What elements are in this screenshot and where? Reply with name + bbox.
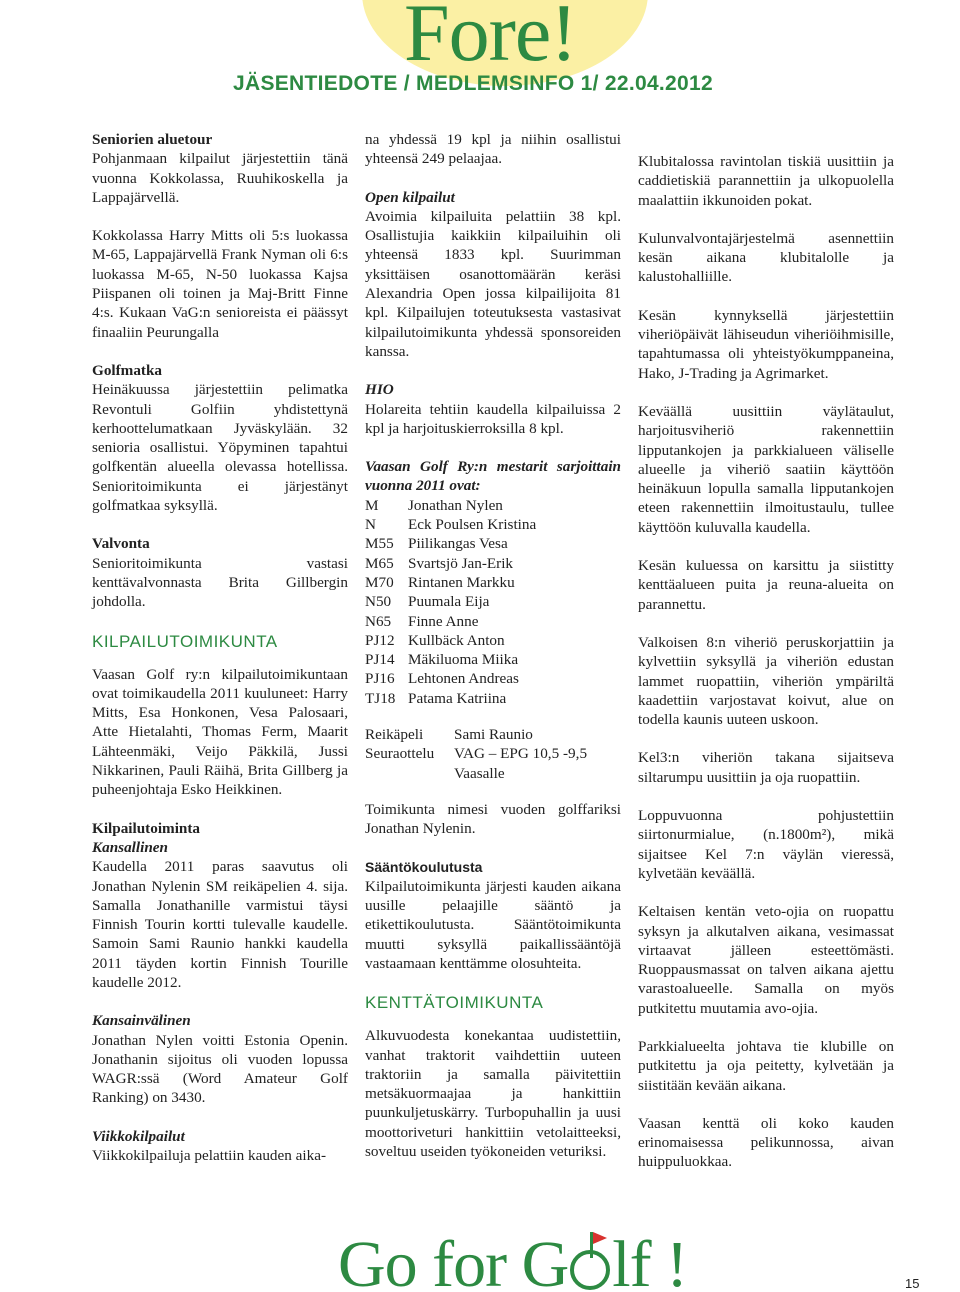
heading-golfmatka: Golfmatka xyxy=(92,361,163,379)
flag-icon xyxy=(590,1232,593,1258)
seuraottelu-label: Seuraottelu xyxy=(365,745,435,763)
section-head-kenttatoimikunta: KENTTÄTOIMIKUNTA xyxy=(365,993,544,1013)
champion-class: M70 xyxy=(365,573,394,591)
champion-name: Patama Katriina xyxy=(408,689,507,707)
champion-name: Rintanen Markku xyxy=(408,573,515,591)
champion-name: Finne Anne xyxy=(408,612,479,630)
champion-class: PJ12 xyxy=(365,631,395,649)
champion-name: Lehtonen Andreas xyxy=(408,670,519,688)
heading-kansainvalinen: Kansainvälinen xyxy=(92,1012,191,1030)
paragraph: Loppuvuonna pohjustettiin siirtonurmialue, (n.1800m²), mikä sijaitsee Kel 7:n väylän vieressä, kylvetään keväällä. xyxy=(638,807,894,882)
paragraph: Keltaisen kentän veto-ojia on ruopattu syksyn ja alkutalven aikana, vesimassat virtaavat jälleen esteettömästi. Ruoppausmassat on talven aikana ajettu varastoalueelle. Samalla on myös putkitettu muutamia avo-ojia. xyxy=(638,903,894,1017)
seuraottelu-value: VAG – EPG 10,5 -9,5 Vaasalle xyxy=(454,745,588,782)
champion-class: N50 xyxy=(365,593,392,611)
match-info-table xyxy=(365,725,621,783)
paragraph: Parkkialueelta johtava tie klubille on putkitettu ja oja peitetty, kylvetään ja siistitään kevään aikana. xyxy=(638,1037,894,1094)
paragraph: Kokkolassa Harry Mitts oli 5:s luokassa M-65, Lappajärvellä Frank Nyman oli 6:s luokassa M-65, N-50 luokassa Kajsa Piispanen oli toinen ja Maj-Britt Finne 4:s. Kukaan VaG:n senioreista ei päässyt finaaliin Peurungalla xyxy=(92,227,348,341)
table-row xyxy=(365,612,536,631)
paragraph: Jonathan Nylen voitti Estonia Openin. Jonathanin sijoitus oli vuoden lopussa WAGR:ssä (Word Amateur Golf Ranking) on 3430. xyxy=(92,1031,348,1107)
masthead xyxy=(0,0,960,110)
champion-name: Piilikangas Vesa xyxy=(408,535,508,553)
paragraph: Kesän kynnyksellä järjestettiin viheriöpäivät lähiseudun viheriöihmisille, tapahtumassa oli yhteistyökumppaneina, Hako, J-Trading ja Agrimarket. xyxy=(638,306,894,382)
newsletter-subtitle: JÄSENTIEDOTE / MEDLEMSINFO 1/ 22.04.2012 xyxy=(233,72,713,95)
champion-name: Eck Poulsen Kristina xyxy=(408,516,537,534)
table-row xyxy=(365,496,536,515)
champions-table xyxy=(365,496,536,708)
heading-hio: HIO xyxy=(365,381,394,399)
golf-ball-flag-icon xyxy=(570,1250,610,1290)
paragraph: Keväällä uusittiin väylätaulut, harjoitusviheriö rakennettiin lipputankojen ja parkkialueen väliselle alueelle ja viheriö saatiin käyttöön heinäkuun lopulla samalla lipputankojen eteen rakennettiin ilmoitustaulu, tullee käyttöön kuluvalla kaudella. xyxy=(638,402,894,536)
heading-open-kilpailut: Open kilpailut xyxy=(365,188,455,206)
champion-class: PJ14 xyxy=(365,651,395,669)
champion-class: TJ18 xyxy=(365,689,396,707)
table-row xyxy=(365,669,536,688)
table-row xyxy=(365,744,621,783)
paragraph: Heinäkuussa järjestettiin pelimatka Revontuli Golfiin yhdistettynä kerhoottelumatkaan Jyväskylään. 32 senioria osallistui. Yöpyminen tapahtui golfkentän alueella olevassa hotellissa. Senioritoimikunta ei järjestänyt golfmatkaa syksyllä. xyxy=(92,381,348,515)
champion-name: Puumala Eija xyxy=(408,593,490,611)
paragraph: Vaasan kenttä oli koko kauden erinomaisessa pelikunnossa, aivan huippuluokkaa. xyxy=(638,1114,894,1171)
paragraph: Kel3:n viheriön takana sijaitseva siltarumpu uusittiin ja oja ruopattiin. xyxy=(638,749,894,786)
reikapeli-label: Reikäpeli xyxy=(365,726,424,744)
paragraph: Avoimia kilpailuita pelattiin 38 kpl. Osallistujia kaikkiin kilpailuihin oli yhteensä 1833 kpl. Suurimman yksittäisen osanottomäärän keräsi Alexandria Open jossa kilpailijoita 81 kpl. Kilpailujen toteutuksesta vastasivat kilpailutoimikunta yhdessä sponsoreiden kanssa. xyxy=(365,207,621,360)
heading-viikkokilpailut: Viikkokilpailut xyxy=(92,1127,185,1145)
paragraph: Klubitalossa ravintolan tiskiä uusittiin ja caddietiskiä parannettiin ja ulkopuolella maalattiin ikkunoiden pokat. xyxy=(638,153,894,209)
logo-text-part2: lf ! xyxy=(612,1228,688,1292)
paragraph: na yhdessä 19 kpl ja niihin osallistui yhteensä 249 pelaajaa. xyxy=(365,131,621,168)
fore-logo: Fore! xyxy=(404,0,577,78)
table-row xyxy=(365,592,536,611)
paragraph: Alkuvuodesta konekantaa uudistettiin, vanhat traktorit vaihdettiin uuteen traktoriin ja samalla päivitettiin metsäkuormaajaa ja hankittiin puunkuljetuskärry. Turbopuhallin ja uusi moottoriveturi hankittiin vetolaitteeksi, soveltuu useiden työkoneiden veturiksi. xyxy=(365,1027,621,1161)
paragraph: Senioritoimikunta vastasi kenttävalvonnasta Brita Gillbergin johdolla. xyxy=(92,554,348,611)
paragraph: Pohjanmaan kilpailut järjestettiin tänä vuonna Kokkolassa, Ruuhikoskella ja Lappajärvellä. xyxy=(92,150,348,206)
go-for-golf-logo xyxy=(338,1228,688,1292)
heading-mestarit: Vaasan Golf Ry:n mestarit sarjoittain vuonna 2011 ovat: xyxy=(365,458,621,495)
column-1 xyxy=(92,130,348,1165)
champion-name: Mäkiluoma Miika xyxy=(408,651,519,669)
paragraph: Valkoisen 8:n viheriö peruskorjattiin ja kylvettiin syksyllä ja viheriön edustan lammet ruopattiin, viheriön ympäriltä kaadettiin varjostavat koivut, alue on todella kaunis uuteen uskoon. xyxy=(638,633,894,729)
heading-kansallinen: Kansallinen xyxy=(92,838,168,856)
champion-class: PJ16 xyxy=(365,670,395,688)
champion-class: N65 xyxy=(365,612,392,630)
paragraph: Kaudella 2011 paras saavutus oli Jonathan Nylenin SM reikäpelien 4. sija. Samalla Jonathanille varmistui täysi Finnish Tourin kortti tulevalle kaudelle. Samoin Sami Raunio hankki kaudella 2011 täyden kortin Finnish Tourille kaudelle 2012. xyxy=(92,858,348,991)
champion-name: Jonathan Nylen xyxy=(408,496,503,514)
paragraph: Vaasan Golf ry:n kilpailutoimikuntaan ovat toimikaudella 2011 kuuluneet: Harry Mitts, Esa Honkonen, Vesa Palosaari, Atte Hietalahti, Thomas Ferm, Maarit Lähteenmäki, Veijo Päkkilä, Jussi Nikkarinen, Pauli Räihä, Brita Gillberg ja puheenjohtaja Esko Heikkinen. xyxy=(92,665,348,799)
paragraph: Kulunvalvontajärjestelmä asennettiin kesän aikana klubitalolle ja kalustohalliille. xyxy=(638,229,894,286)
paragraph: Viikkokilpailuja pelattiin kauden aika- xyxy=(92,1147,327,1165)
table-row xyxy=(365,573,536,592)
champion-class: M65 xyxy=(365,554,394,572)
champion-class: M xyxy=(365,496,379,514)
table-row xyxy=(365,554,536,573)
champion-name: Svartsjö Jan-Erik xyxy=(408,554,514,572)
champion-class: M55 xyxy=(365,535,394,553)
table-row xyxy=(365,725,621,744)
heading-valvonta: Valvonta xyxy=(92,535,150,553)
paragraph: Kesän kuluessa on karsittu ja siistitty kenttäalueen puita ja reuna-alueita on parannettu. xyxy=(638,557,894,613)
table-row xyxy=(365,534,536,553)
heading-seniorien-aluetour: Seniorien aluetour xyxy=(92,131,213,148)
table-row xyxy=(365,631,536,650)
heading-kilpailutoiminta: Kilpailutoiminta xyxy=(92,819,201,837)
page-number: 15 xyxy=(905,1276,920,1291)
section-head-kilpailutoimikunta: KILPAILUTOIMIKUNTA xyxy=(92,631,278,651)
reikapeli-value: Sami Raunio xyxy=(454,726,533,744)
table-row xyxy=(365,515,536,534)
paragraph: Kilpailutoimikunta järjesti kauden aikana uusille pelaajille sääntö ja etikettikoulutusta. Sääntötoimikunta muutti syksyllä paikallissääntöjä vastaamaan kenttämme olosuhteita. xyxy=(365,877,621,972)
champion-name: Kullbäck Anton xyxy=(408,631,505,649)
heading-saantokoulutusta: Sääntökoulutusta xyxy=(365,858,483,875)
paragraph: Toimikunta nimesi vuoden golffariksi Jonathan Nylenin. xyxy=(365,800,621,838)
champion-class: N xyxy=(365,516,376,534)
column-3 xyxy=(638,152,894,1172)
logo-text-part1: Go for G xyxy=(338,1228,569,1292)
table-row xyxy=(365,689,536,708)
table-row xyxy=(365,650,536,669)
column-2 xyxy=(365,130,621,1161)
paragraph: Holareita tehtiin kaudella kilpailuissa 2 kpl ja harjoituskierroksilla 8 kpl. xyxy=(365,400,621,437)
